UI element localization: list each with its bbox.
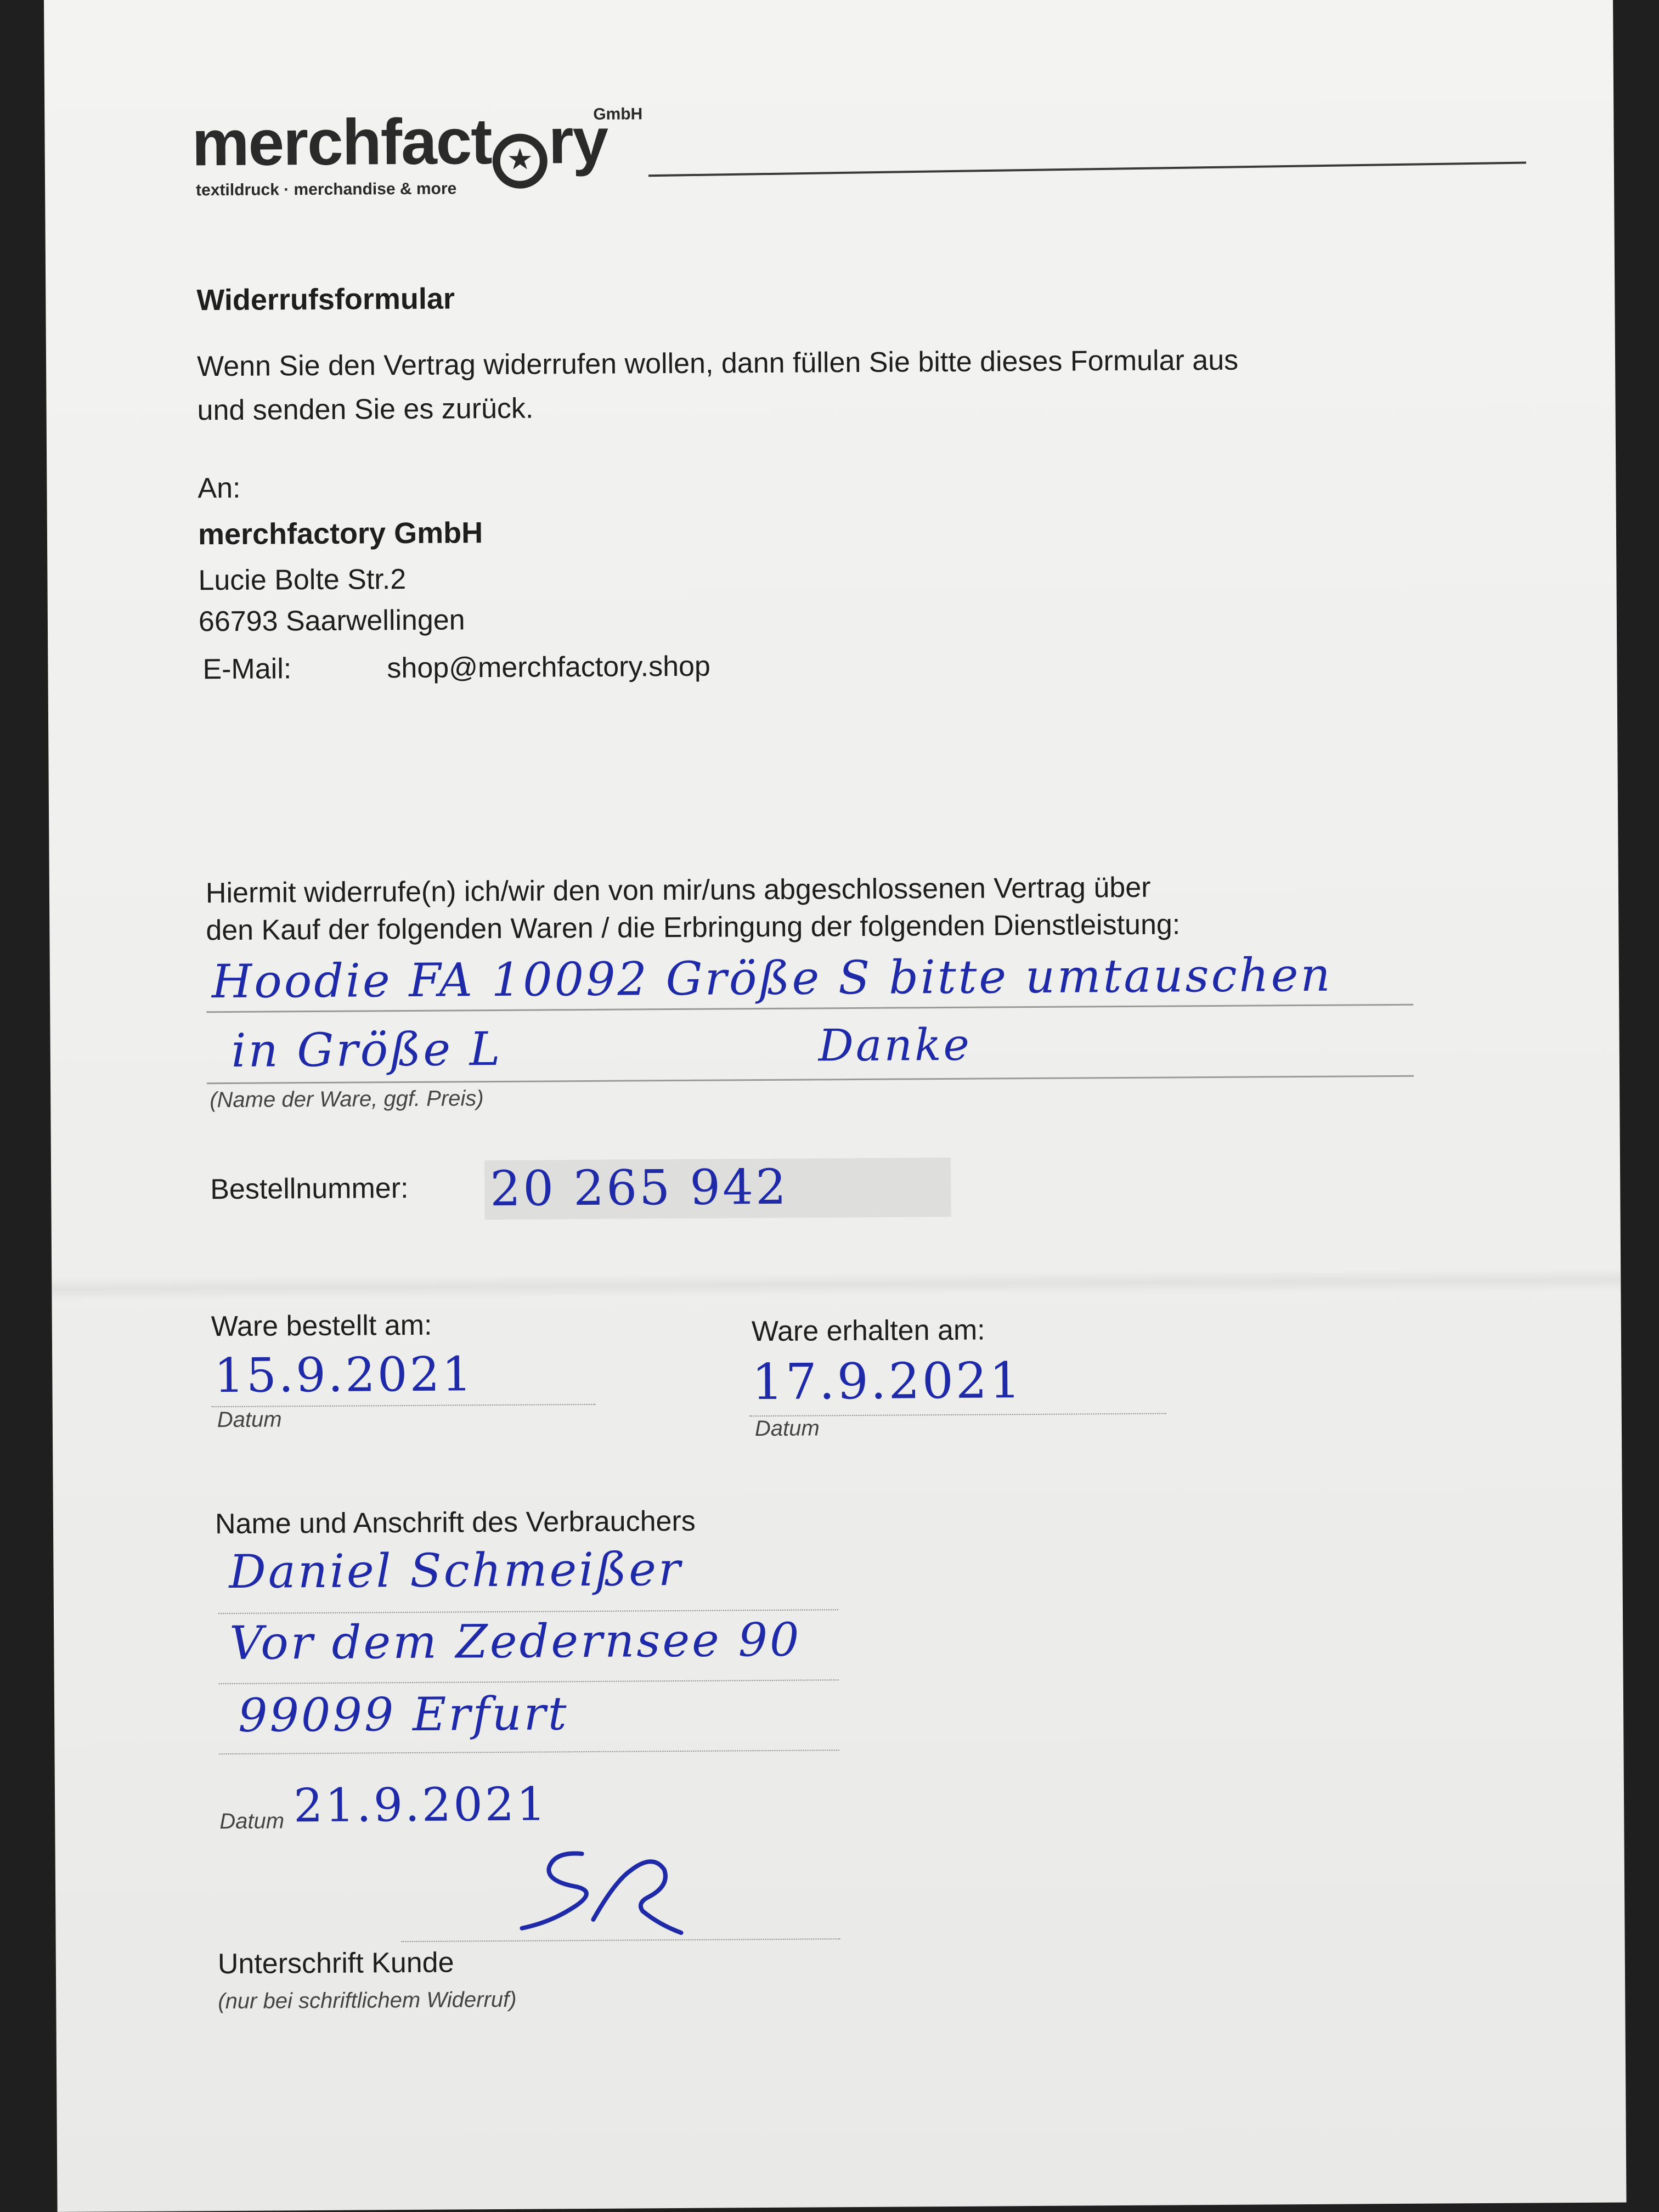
ordered-date-line xyxy=(212,1404,596,1407)
ordered-date-label: Ware bestellt am: xyxy=(211,1309,432,1343)
ordered-date-value: 15.9.2021 xyxy=(214,1347,475,1404)
handwritten-signature xyxy=(516,1836,725,1936)
goods-handwritten-line2a: in Größe L xyxy=(231,1022,503,1077)
company-logo xyxy=(191,104,607,190)
signature-label: Unterschrift Kunde xyxy=(217,1946,454,1980)
consumer-street: Vor dem Zedernsee 90 xyxy=(229,1612,802,1670)
consumer-name: Daniel Schmeißer xyxy=(229,1542,683,1599)
logo-wordmark-part2: ry xyxy=(548,104,608,178)
ordered-date-caption: Datum xyxy=(217,1407,282,1432)
recipient-company: merchfactory GmbH xyxy=(198,516,483,551)
logo-wordmark-part1: merchfact xyxy=(191,105,492,180)
form-intro-line2: und senden Sie es zurück. xyxy=(197,392,534,427)
consumer-city: 99099 Erfurt xyxy=(238,1686,569,1742)
consumer-date-label: Datum xyxy=(219,1809,285,1834)
consumer-label: Name und Anschrift des Verbrauchers xyxy=(215,1505,696,1541)
declaration-line1: Hiermit widerrufe(n) ich/wir den von mir/uns abgeschlossenen Vertrag über xyxy=(205,871,1151,910)
form-intro-line1: Wenn Sie den Vertrag widerrufen wollen, dann füllen Sie bitte dieses Formular aus xyxy=(196,344,1239,383)
logo-gmbh: GmbH xyxy=(593,105,643,123)
signature-line xyxy=(402,1938,840,1942)
withdrawal-form-paper xyxy=(44,0,1627,2212)
consumer-line3 xyxy=(219,1750,839,1754)
recipient-email-label: E-Mail: xyxy=(202,653,292,686)
gear-star-icon: ★ xyxy=(493,133,548,189)
paper-crease xyxy=(52,1268,1621,1300)
recipient-city: 66793 Saarwellingen xyxy=(198,604,465,638)
received-date-value: 17.9.2021 xyxy=(752,1352,1023,1412)
consumer-line2 xyxy=(219,1679,839,1684)
goods-line2 xyxy=(207,1075,1414,1084)
goods-handwritten-line2b: Danke xyxy=(818,1019,972,1071)
received-date-caption: Datum xyxy=(754,1416,820,1441)
recipient-email[interactable]: shop@merchfactory.shop xyxy=(387,650,711,685)
goods-handwritten-line1: Hoodie FA 10092 Größe S bitte umtauschen xyxy=(211,947,1333,1009)
goods-caption: (Name der Ware, ggf. Preis) xyxy=(210,1086,484,1113)
declaration-line2: den Kauf der folgenden Waren / die Erbringung der folgenden Dienstleistung: xyxy=(206,909,1181,947)
logo-tagline: textildruck · merchandise & more xyxy=(196,179,457,200)
signature-note: (nur bei schriftlichem Widerruf) xyxy=(218,1987,517,2014)
consumer-date-value: 21.9.2021 xyxy=(293,1777,548,1833)
header-rule xyxy=(648,162,1526,177)
recipient-label: An: xyxy=(198,472,241,505)
recipient-street: Lucie Bolte Str.2 xyxy=(198,563,407,597)
order-number-label: Bestellnummer: xyxy=(210,1172,409,1206)
order-number-value: 20 265 942 xyxy=(489,1158,789,1217)
received-date-label: Ware erhalten am: xyxy=(751,1314,985,1348)
form-title: Widerrufsformular xyxy=(196,282,455,317)
